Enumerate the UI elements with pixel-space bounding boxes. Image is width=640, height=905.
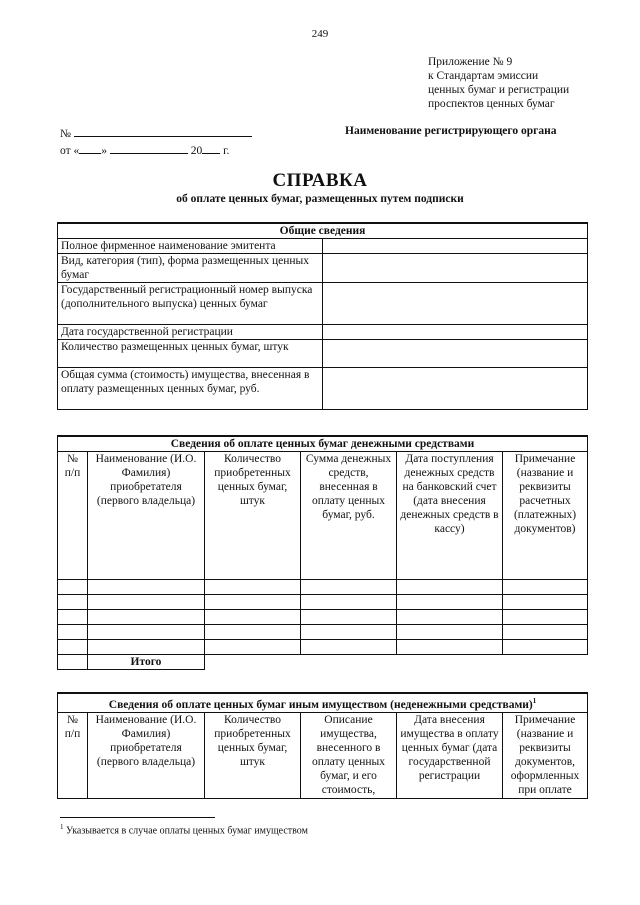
column-header: Описание имущества, внесенного в оплату ценных бумаг, и его стоимость, xyxy=(301,712,397,798)
column-header: Дата внесения имущества в оплату ценных бумаг (дата государственной регистрации xyxy=(397,712,503,798)
year-field[interactable] xyxy=(202,142,220,154)
column-header: Количество приобретенных ценных бумаг, штук xyxy=(205,452,301,580)
appendix-line: к Стандартам эмиссии xyxy=(428,70,539,82)
footnote-marker: 1 xyxy=(532,697,537,705)
year-prefix: 20 xyxy=(190,145,203,157)
general-row-value[interactable] xyxy=(323,239,588,254)
general-row-value[interactable] xyxy=(323,340,588,368)
month-field[interactable] xyxy=(110,142,188,154)
footnote xyxy=(60,823,308,836)
general-row-label: Полное фирменное наименование эмитента xyxy=(58,239,323,254)
year-suffix: г. xyxy=(223,145,230,157)
document-number-block xyxy=(60,125,252,159)
appendix-line: проспектов ценных бумаг xyxy=(428,98,555,110)
page-number: 249 xyxy=(311,28,329,40)
appendix-line: Приложение № 9 xyxy=(428,56,513,68)
column-header: Примечание (название и реквизиты документов, оформленных при оплате xyxy=(503,712,588,798)
general-row-label: Количество размещенных ценных бумаг, штук xyxy=(58,340,323,368)
general-info-header: Общие сведения xyxy=(58,223,588,239)
column-header: Сумма денежных средств, внесенная в оплату ценных бумаг, руб. xyxy=(301,452,397,580)
column-header: Примечание (название и реквизиты расчетных (платежных) документов) xyxy=(503,452,588,580)
registering-body: Наименование регистрирующего органа xyxy=(345,125,557,137)
date-label: от « xyxy=(60,145,80,157)
cash-table-header: Сведения об оплате ценных бумаг денежными средствами xyxy=(58,436,588,452)
number-label: № xyxy=(60,128,71,140)
column-header: Наименование (И.О. Фамилия) приобретателя (первого владельца) xyxy=(88,452,205,580)
document-subtitle: об оплате ценных бумаг, размещенных путем подписки xyxy=(176,193,464,205)
appendix-line: ценных бумаг и регистрации xyxy=(428,84,570,96)
cash-payments-table xyxy=(57,435,588,670)
document-title: СПРАВКА xyxy=(272,170,368,191)
appendix-note xyxy=(428,55,569,111)
general-row-value[interactable] xyxy=(323,283,588,325)
property-header-text: Сведения об оплате ценных бумаг иным имуществом (неденежными средствами) xyxy=(108,698,533,711)
day-field[interactable] xyxy=(79,142,101,154)
general-row-value[interactable] xyxy=(323,368,588,410)
general-row-label: Государственный регистрационный номер выпуска (дополнительного выпуска) ценных бумаг xyxy=(58,283,323,325)
table-row[interactable] xyxy=(58,580,588,595)
general-row-label: Вид, категория (тип), форма размещенных ценных бумаг xyxy=(58,254,323,283)
table-row[interactable] xyxy=(58,640,588,655)
column-header: Дата поступления денежных средств на банковский счет (дата внесения денежных средств в кассу) xyxy=(397,452,503,580)
general-row-label: Общая сумма (стоимость) имущества, внесенная в оплату размещенных ценных бумаг, руб. xyxy=(58,368,323,410)
column-header: Количество приобретенных ценных бумаг, штук xyxy=(205,712,301,798)
footnote-divider xyxy=(60,817,215,818)
table-row[interactable] xyxy=(58,625,588,640)
number-field[interactable] xyxy=(74,125,252,137)
general-info-table xyxy=(57,222,588,410)
total-label: Итого xyxy=(88,655,205,670)
quote-close: » xyxy=(101,145,107,157)
property-payments-table xyxy=(57,692,588,799)
column-header: № п/п xyxy=(58,712,88,798)
footnote-number: 1 xyxy=(60,823,64,831)
general-row-value[interactable] xyxy=(323,254,588,283)
general-row-value[interactable] xyxy=(323,325,588,340)
property-table-header xyxy=(58,693,588,712)
column-header: Наименование (И.О. Фамилия) приобретателя (первого владельца) xyxy=(88,712,205,798)
general-row-label: Дата государственной регистрации xyxy=(58,325,323,340)
table-row[interactable] xyxy=(58,595,588,610)
total-row xyxy=(58,655,588,670)
column-header: № п/п xyxy=(58,452,88,580)
table-row[interactable] xyxy=(58,610,588,625)
footnote-text: Указывается в случае оплаты ценных бумаг имуществом xyxy=(66,825,308,837)
